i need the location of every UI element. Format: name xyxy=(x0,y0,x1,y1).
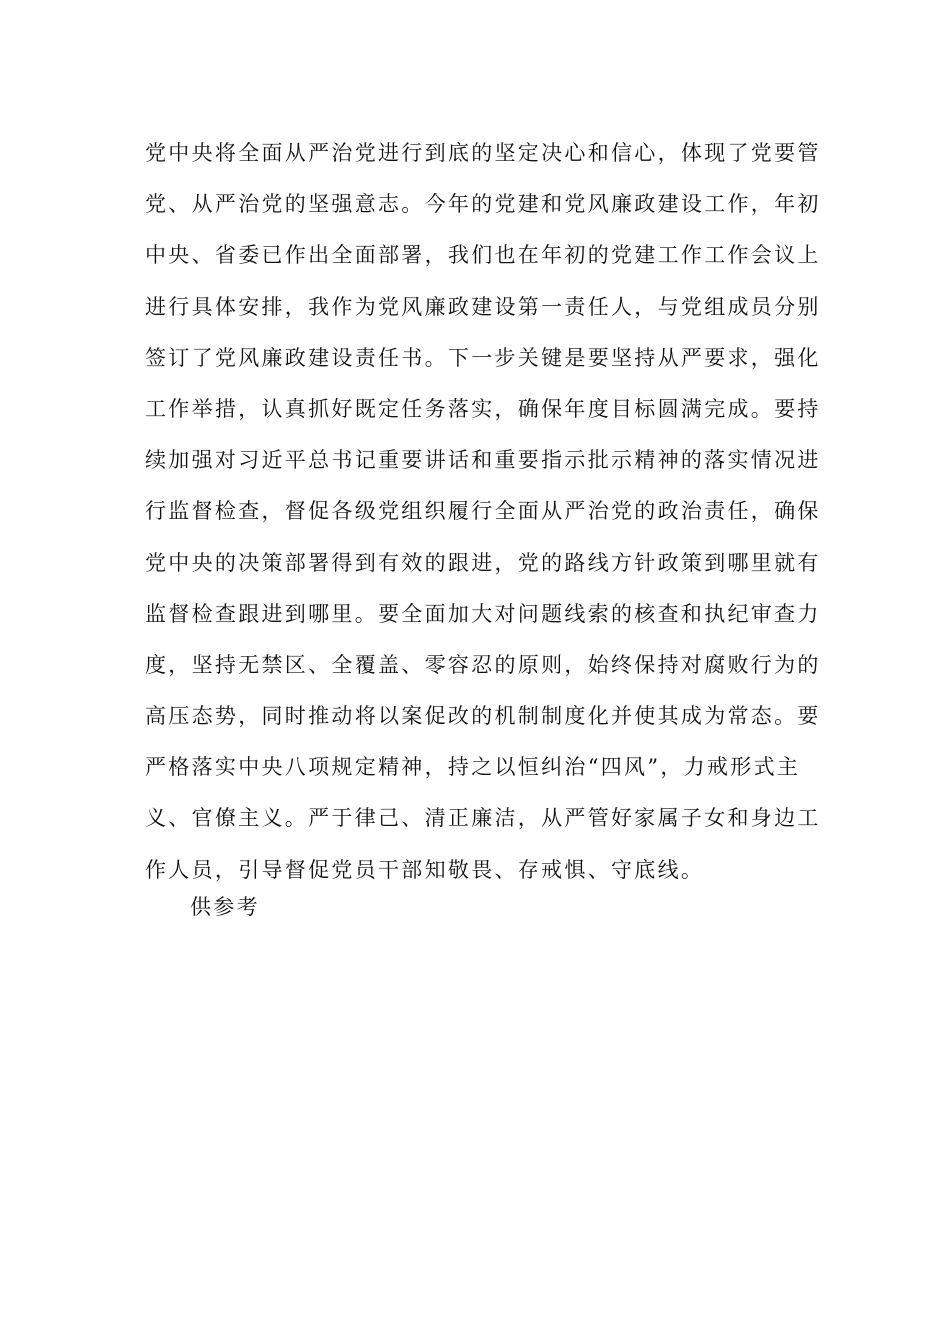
paragraph-line: 严格落实中央八项规定精神，持之以恒纠治“四风”，力戒形式主 xyxy=(145,755,801,780)
paragraph-line: 签订了党风廉政建设责任书。下一步关键是要坚持从严要求，强化 xyxy=(145,345,821,370)
paragraph-line: 高压态势，同时推动将以案促改的机制制度化并使其成为常态。要 xyxy=(145,704,821,729)
paragraph-line: 行监督检查，督促各级党组织履行全面从严治党的政治责任，确保 xyxy=(145,499,821,524)
body-paragraph xyxy=(145,128,821,896)
paragraph-line: 党中央的决策部署得到有效的跟进，党的路线方针政策到哪里就有 xyxy=(145,550,821,575)
paragraph-line: 监督检查跟进到哪里。要全面加大对问题线索的核查和执纪审查力 xyxy=(145,601,821,626)
paragraph-line: 作人员，引导督促党员干部知敬畏、存戒惧、守底线。 xyxy=(145,857,705,882)
paragraph-line: 党、从严治党的坚强意志。今年的党建和党风廉政建设工作，年初 xyxy=(145,192,821,217)
paragraph-line: 中央、省委已作出全面部署，我们也在年初的党建工作工作会议上 xyxy=(145,243,821,268)
paragraph-line: 义、官僚主义。严于律己、清正廉洁，从严管好家属子女和身边工 xyxy=(145,806,821,831)
paragraph-line: 进行具体安排，我作为党风廉政建设第一责任人，与党组成员分别 xyxy=(145,294,821,319)
paragraph-line: 党中央将全面从严治党进行到底的坚定决心和信心，体现了党要管 xyxy=(145,141,821,165)
paragraph-line: 续加强对习近平总书记重要讲话和重要指示批示精神的落实情况进 xyxy=(145,448,821,473)
paragraph-line: 度，坚持无禁区、全覆盖、零容忍的原则，始终保持对腐败行为的 xyxy=(145,652,821,677)
paragraph-line: 工作举措，认真抓好既定任务落实，确保年度目标圆满完成。要持 xyxy=(145,396,821,421)
closing-note: 供参考 xyxy=(190,895,260,919)
